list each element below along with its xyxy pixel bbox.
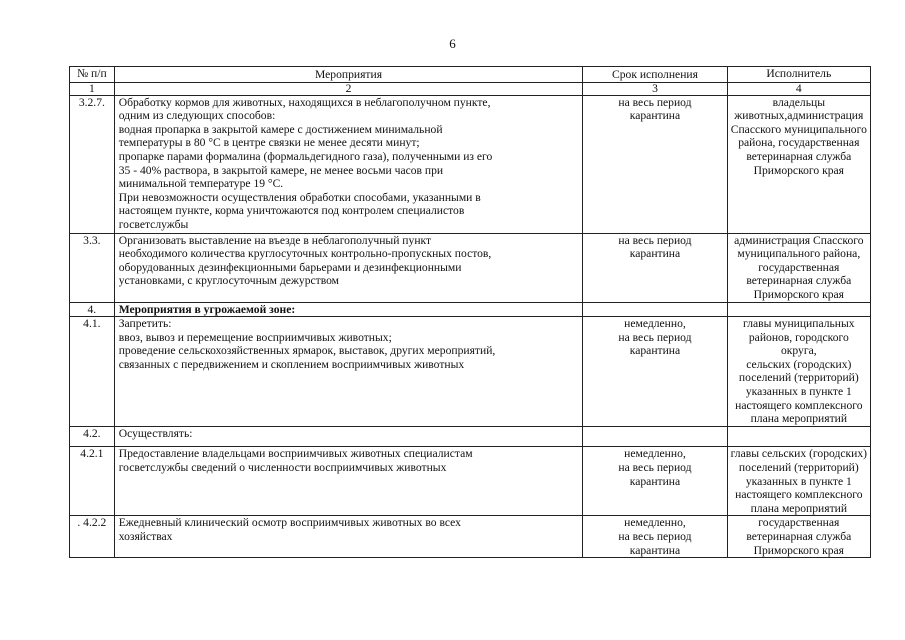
activity-line: Обработку кормов для животных, находящихся в неблагополучном пункте, (118, 95, 491, 109)
executor-line: плана мероприятий (750, 412, 848, 426)
executor-line: государственная (758, 516, 840, 530)
executor-line: Приморского края (753, 543, 844, 557)
table-body (70, 95, 871, 558)
activity-line: настоящем пункте, корма уничтожаются под контролем специалистов (118, 204, 465, 218)
activity-line: Организовать выставление на въезде в неблагополучный пункт (118, 233, 432, 247)
table-row (70, 447, 871, 516)
row-number: 4. (70, 302, 115, 317)
row-activity (114, 447, 583, 516)
row-number: . 4.2.2 (70, 516, 115, 558)
activity-line: Запретить: (118, 317, 172, 331)
activity-line: необходимого количества круглосуточных контрольно-пропускных постов, (118, 247, 492, 261)
activity-line: пропарке парами формалина (формальдегидного газа), полученными из его (118, 149, 493, 163)
executor-line: указанных в пункте 1 (745, 474, 852, 488)
table-row (70, 317, 871, 427)
row-number: 4.1. (70, 317, 115, 427)
column-number: 1 (70, 82, 115, 95)
activity-line: установками, с круглосуточным дежурством (118, 274, 340, 288)
row-executor (727, 317, 870, 427)
executor-line: поселений (территорий) (738, 371, 859, 385)
row-activity (114, 95, 583, 233)
row-term (583, 447, 727, 516)
activity-line: 35 - 40% раствора, в закрытой камере, не менее восьми часов при (118, 163, 444, 177)
activity-line: водная пропарка в закрытой камере с достижением минимальной (118, 122, 443, 136)
term-line: на весь период (618, 330, 692, 344)
activity-line: Осуществлять: (118, 426, 193, 440)
row-executor (727, 95, 870, 233)
row-executor (727, 426, 870, 447)
executor-line: государственная (758, 260, 840, 274)
activity-line: ввоз, вывоз и перемещение восприимчивых животных; (118, 330, 392, 344)
row-activity (114, 302, 583, 317)
executor-line: районов, городского округа, (748, 330, 849, 358)
header-executor: Исполнитель (727, 67, 870, 83)
activity-line: проведение сельскохозяйственных ярмарок, выставок, других мероприятий, (118, 344, 496, 358)
activity-line: связанных с передвижением и скоплением восприимчивых животных (118, 357, 465, 371)
activity-line: оборудованных дезинфекционными барьерами и дезинфекционными (118, 260, 462, 274)
row-activity (114, 516, 583, 558)
executor-line: муниципального района, (737, 247, 861, 261)
table-row (70, 302, 871, 317)
term-line: карантина (629, 474, 681, 488)
row-number: 4.2.1 (70, 447, 115, 516)
executor-line: владельцы (772, 95, 825, 109)
row-activity (114, 426, 583, 447)
executor-line: ветеринарная служба (746, 530, 852, 543)
activity-line: Предоставление владельцами восприимчивых животных специалистам (118, 447, 473, 461)
row-executor (727, 447, 870, 516)
column-number-row (70, 82, 871, 95)
table-header-row (70, 67, 871, 83)
executor-line: ветеринарная служба (746, 274, 852, 288)
executor-line: Приморского края (753, 163, 844, 177)
header-num: № п/п (70, 67, 115, 83)
row-activity (114, 317, 583, 427)
term-line: карантина (629, 109, 681, 123)
executor-line: поселений (территорий) (738, 461, 859, 475)
column-number: 3 (583, 82, 727, 95)
table-row (70, 233, 871, 302)
row-number: 3.2.7. (70, 95, 115, 233)
executor-line: указанных в пункте 1 (745, 385, 852, 399)
executor-line: ветеринарная служба (746, 149, 852, 163)
table-row (70, 426, 871, 447)
row-executor (727, 302, 870, 317)
column-number: 2 (114, 82, 583, 95)
page-number: 6 (449, 36, 456, 51)
measures-table (69, 66, 871, 558)
activity-line: минимальной температуре 19 °С. (118, 177, 284, 191)
row-term (583, 233, 727, 302)
term-line: карантина (629, 543, 681, 557)
executor-line: главы муниципальных (743, 317, 855, 331)
row-term (583, 317, 727, 427)
row-activity (114, 233, 583, 302)
header-term: Срок исполнения (583, 67, 727, 83)
row-executor (727, 516, 870, 558)
executor-line: настоящего комплексного (735, 488, 863, 502)
row-term (583, 95, 727, 233)
term-line: на весь период (618, 461, 692, 475)
term-line: немедленно, (624, 516, 686, 530)
term-line: на весь период (618, 233, 692, 247)
activity-line: При невозможности осуществления обработки способами, указанными в (118, 190, 481, 204)
activity-line: Ежедневный клинический осмотр восприимчивых животных во всех (118, 516, 461, 530)
header-activity: Мероприятия (114, 67, 583, 83)
table-row (70, 516, 871, 558)
column-number: 4 (727, 82, 870, 95)
term-line: на весь период (618, 530, 692, 543)
executor-line: Спасского муниципального (730, 122, 867, 136)
executor-line: администрация Спасского (734, 233, 864, 247)
row-term (583, 426, 727, 447)
term-line: на весь период (618, 95, 692, 109)
executor-line: сельских (городских) (746, 357, 852, 371)
term-line: немедленно, (624, 447, 686, 461)
term-line: немедленно, (624, 317, 686, 331)
executor-line: настоящего комплексного (735, 398, 863, 412)
row-number: 4.2. (70, 426, 115, 447)
executor-line: Приморского края (753, 287, 844, 301)
row-term (583, 516, 727, 558)
activity-line: госветслужбы сведений о численности восприимчивых животных (118, 461, 447, 475)
row-number: 3.3. (70, 233, 115, 302)
executor-line: района, государственная (738, 136, 860, 150)
activity-line: госветслужбы (118, 217, 189, 231)
row-term (583, 302, 727, 317)
row-executor (727, 233, 870, 302)
executor-line: плана мероприятий (750, 501, 848, 515)
executor-line: главы сельских (городских) (730, 447, 867, 461)
activity-line: температуры в 80 °С в центре связки не менее десяти минут; (118, 136, 420, 150)
term-line: карантина (629, 247, 681, 261)
activity-line: хозяйствах (118, 530, 173, 543)
executor-line: животных,администрация (734, 109, 864, 123)
activity-line: одним из следующих способов: (118, 109, 276, 123)
activity-line: Мероприятия в угрожаемой зоне: (118, 302, 296, 316)
term-line: карантина (629, 344, 681, 358)
table-row (70, 95, 871, 233)
